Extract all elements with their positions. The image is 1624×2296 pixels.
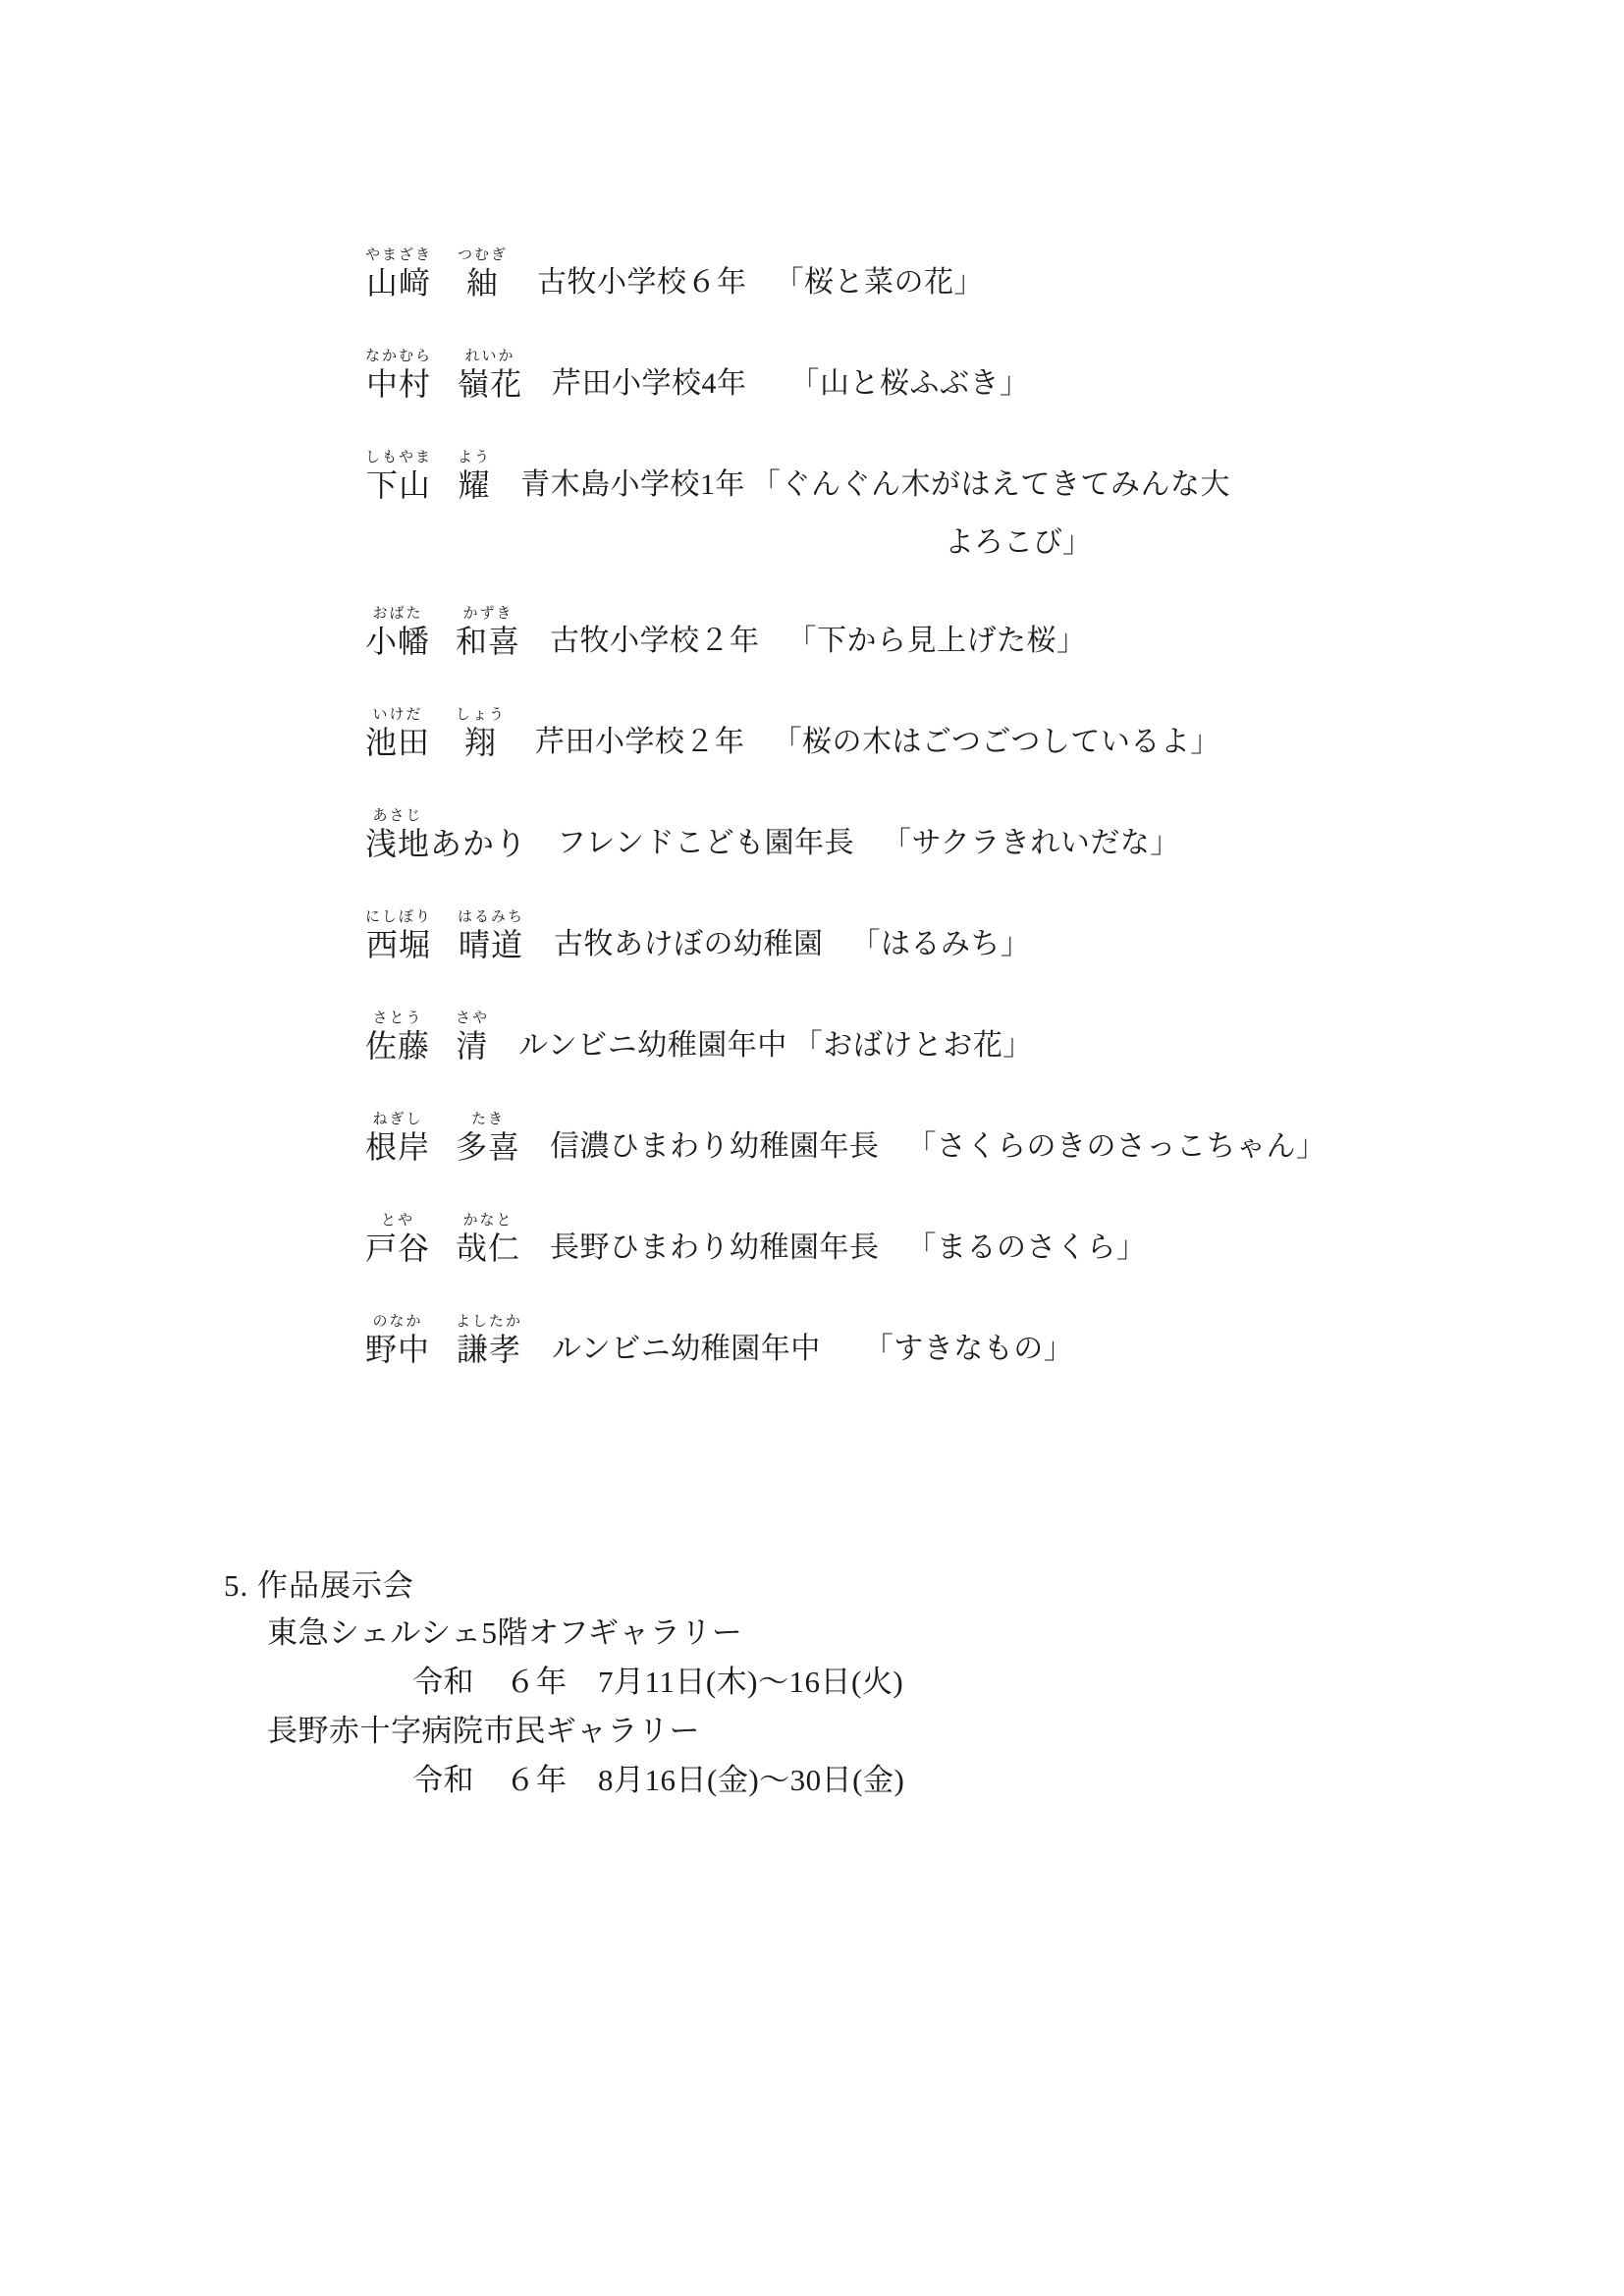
- artwork-title: 「ぐんぐん木がはえてきてみんな大: [751, 468, 1231, 501]
- name-ruby-unit: [456, 604, 520, 659]
- name-base: 紬: [466, 265, 500, 301]
- name-base: 翔: [464, 725, 498, 760]
- artwork-title: 「山と桜ふぶき」: [789, 367, 1030, 400]
- name-ruby-unit: [365, 347, 432, 402]
- artwork-title: 「はるみち」: [850, 928, 1031, 960]
- winner-school: フレンドこども園年長: [557, 827, 855, 859]
- name-ruby-unit: [365, 1009, 430, 1064]
- name-ruby: さとう: [372, 1011, 423, 1026]
- name-base: 山﨑: [366, 265, 432, 301]
- winner-school: 古牧小学校２年: [550, 625, 760, 657]
- name-ruby-unit: [365, 1211, 430, 1266]
- award-row: [0, 1312, 1624, 1367]
- name-ruby-unit: [365, 246, 432, 301]
- winner-school: 古牧小学校６年: [537, 266, 747, 299]
- artwork-title: 「さくらのきのさっこちゃん」: [906, 1130, 1326, 1163]
- name-ruby-unit: [458, 448, 491, 503]
- artwork-title: 「おばけとお花」: [792, 1029, 1033, 1062]
- winner-name: [365, 1211, 520, 1266]
- name-ruby: しょう: [456, 707, 507, 723]
- name-base: 中村: [366, 366, 432, 402]
- award-row: [0, 448, 1624, 503]
- name-ruby-unit: [365, 448, 432, 503]
- award-row: [0, 907, 1624, 962]
- name-ruby: かなと: [462, 1213, 514, 1229]
- name-ruby: よしたか: [456, 1314, 523, 1330]
- name-base: 耀: [458, 467, 491, 503]
- winner-school: 芹田小学校２年: [535, 726, 745, 758]
- name-ruby: いけだ: [372, 707, 423, 723]
- exhibition-section: [0, 1563, 1624, 1805]
- name-ruby: なかむら: [365, 349, 433, 364]
- name-base: 根岸: [365, 1129, 431, 1165]
- name-ruby: つむぎ: [458, 247, 509, 263]
- name-ruby-unit: [456, 1211, 520, 1266]
- name-ruby: とや: [381, 1213, 415, 1229]
- artwork-title: 「すきなもの」: [863, 1333, 1074, 1365]
- winner-name: [365, 347, 522, 402]
- artwork-title: 「桜の木はごつごつしているよ」: [772, 726, 1220, 758]
- exhibition-venue: 東急シェルシェ5階オフギャラリー: [267, 1615, 743, 1650]
- winner-name: [365, 1009, 489, 1064]
- winner-name: [365, 448, 491, 503]
- name-ruby: ねぎし: [372, 1112, 423, 1127]
- winner-school: 古牧あけぼの幼稚園: [554, 928, 824, 960]
- award-row: [0, 246, 1624, 301]
- name-ruby: のなか: [372, 1314, 423, 1330]
- name-base: 西堀: [366, 927, 432, 962]
- name-ruby: おばた: [372, 606, 423, 622]
- exhibition-date: 令和 ６年 8月16日(金)～30日(金): [412, 1763, 905, 1797]
- name-base: 哉仁: [456, 1230, 521, 1266]
- name-ruby: よう: [458, 450, 492, 465]
- exhibition-date: 令和 ６年 7月11日(木)～16日(火): [412, 1665, 904, 1699]
- name-ruby: しもやま: [365, 450, 433, 465]
- section-heading: 5. 作品展示会: [224, 1568, 414, 1603]
- artwork-title-continuation-line: [0, 525, 1624, 561]
- name-base: あかり: [430, 826, 528, 861]
- award-row: [0, 1211, 1624, 1266]
- artwork-title: 「サクラきれいだな」: [882, 827, 1180, 859]
- name-ruby-unit: [458, 347, 522, 402]
- award-row: [0, 705, 1624, 760]
- award-row: [0, 347, 1624, 402]
- winner-name: [365, 806, 527, 861]
- name-base: 清: [456, 1028, 489, 1064]
- name-ruby-unit: [456, 1110, 520, 1165]
- award-winner-list: [0, 246, 1624, 1413]
- winner-name: [365, 246, 508, 301]
- exhibition-venue: 長野赤十字病院市民ギャラリー: [267, 1714, 700, 1748]
- name-ruby-unit: [365, 705, 430, 760]
- name-base: 晴道: [459, 927, 524, 962]
- artwork-title: 「下から見上げた桜」: [786, 625, 1087, 657]
- name-base: 嶺花: [458, 366, 523, 402]
- name-base: 浅地: [365, 826, 431, 861]
- name-ruby: かずき: [462, 606, 514, 622]
- winner-name: [365, 1110, 520, 1165]
- name-ruby-unit: [365, 604, 430, 659]
- name-ruby: はるみち: [458, 909, 525, 925]
- name-ruby-unit: [365, 907, 432, 962]
- award-row: [0, 1110, 1624, 1165]
- name-ruby-unit: [456, 1312, 522, 1367]
- name-base: 多喜: [456, 1129, 521, 1165]
- winner-school: ルンビニ幼稚園年中: [518, 1029, 787, 1062]
- artwork-title: 「まるのさくら」: [906, 1231, 1147, 1264]
- name-ruby-unit: [456, 705, 506, 760]
- winner-name: [365, 604, 520, 659]
- name-ruby-unit: [456, 1009, 489, 1064]
- winner-name: [365, 907, 524, 962]
- name-ruby: にしぼり: [365, 909, 433, 925]
- name-base: 小幡: [365, 624, 431, 659]
- name-base: 野中: [365, 1332, 431, 1367]
- name-ruby-unit: [458, 907, 524, 962]
- name-ruby-unit: [365, 806, 430, 861]
- name-base: 謙孝: [457, 1332, 522, 1367]
- winner-school: 青木島小学校1年: [520, 468, 746, 501]
- name-ruby: あさじ: [372, 808, 423, 824]
- winner-school: 信濃ひまわり幼稚園年長: [550, 1130, 880, 1163]
- artwork-title-continuation: よろこび」: [945, 526, 1092, 559]
- name-ruby: さや: [456, 1011, 490, 1026]
- name-ruby-unit: [458, 246, 508, 301]
- winner-school: ルンビニ幼稚園年中: [552, 1333, 821, 1365]
- name-ruby: たき: [471, 1112, 506, 1127]
- award-row: [0, 806, 1624, 861]
- name-ruby: れいか: [464, 349, 515, 364]
- name-base: 戸谷: [365, 1230, 431, 1266]
- artwork-title: 「桜と菜の花」: [774, 266, 985, 299]
- winner-name: [365, 705, 506, 760]
- name-base: 池田: [365, 725, 431, 760]
- name-ruby: やまざき: [365, 247, 433, 263]
- winner-school: 長野ひまわり幼稚園年長: [550, 1231, 880, 1264]
- name-ruby-unit: [365, 1312, 430, 1367]
- name-base: 和喜: [456, 624, 521, 659]
- winner-name: [365, 1312, 522, 1367]
- winner-school: 芹田小学校4年: [552, 367, 747, 400]
- award-row: [0, 604, 1624, 659]
- name-base: 佐藤: [365, 1028, 431, 1064]
- name-ruby-unit: [365, 1110, 430, 1165]
- award-row: [0, 1009, 1624, 1064]
- name-base: 下山: [366, 467, 432, 503]
